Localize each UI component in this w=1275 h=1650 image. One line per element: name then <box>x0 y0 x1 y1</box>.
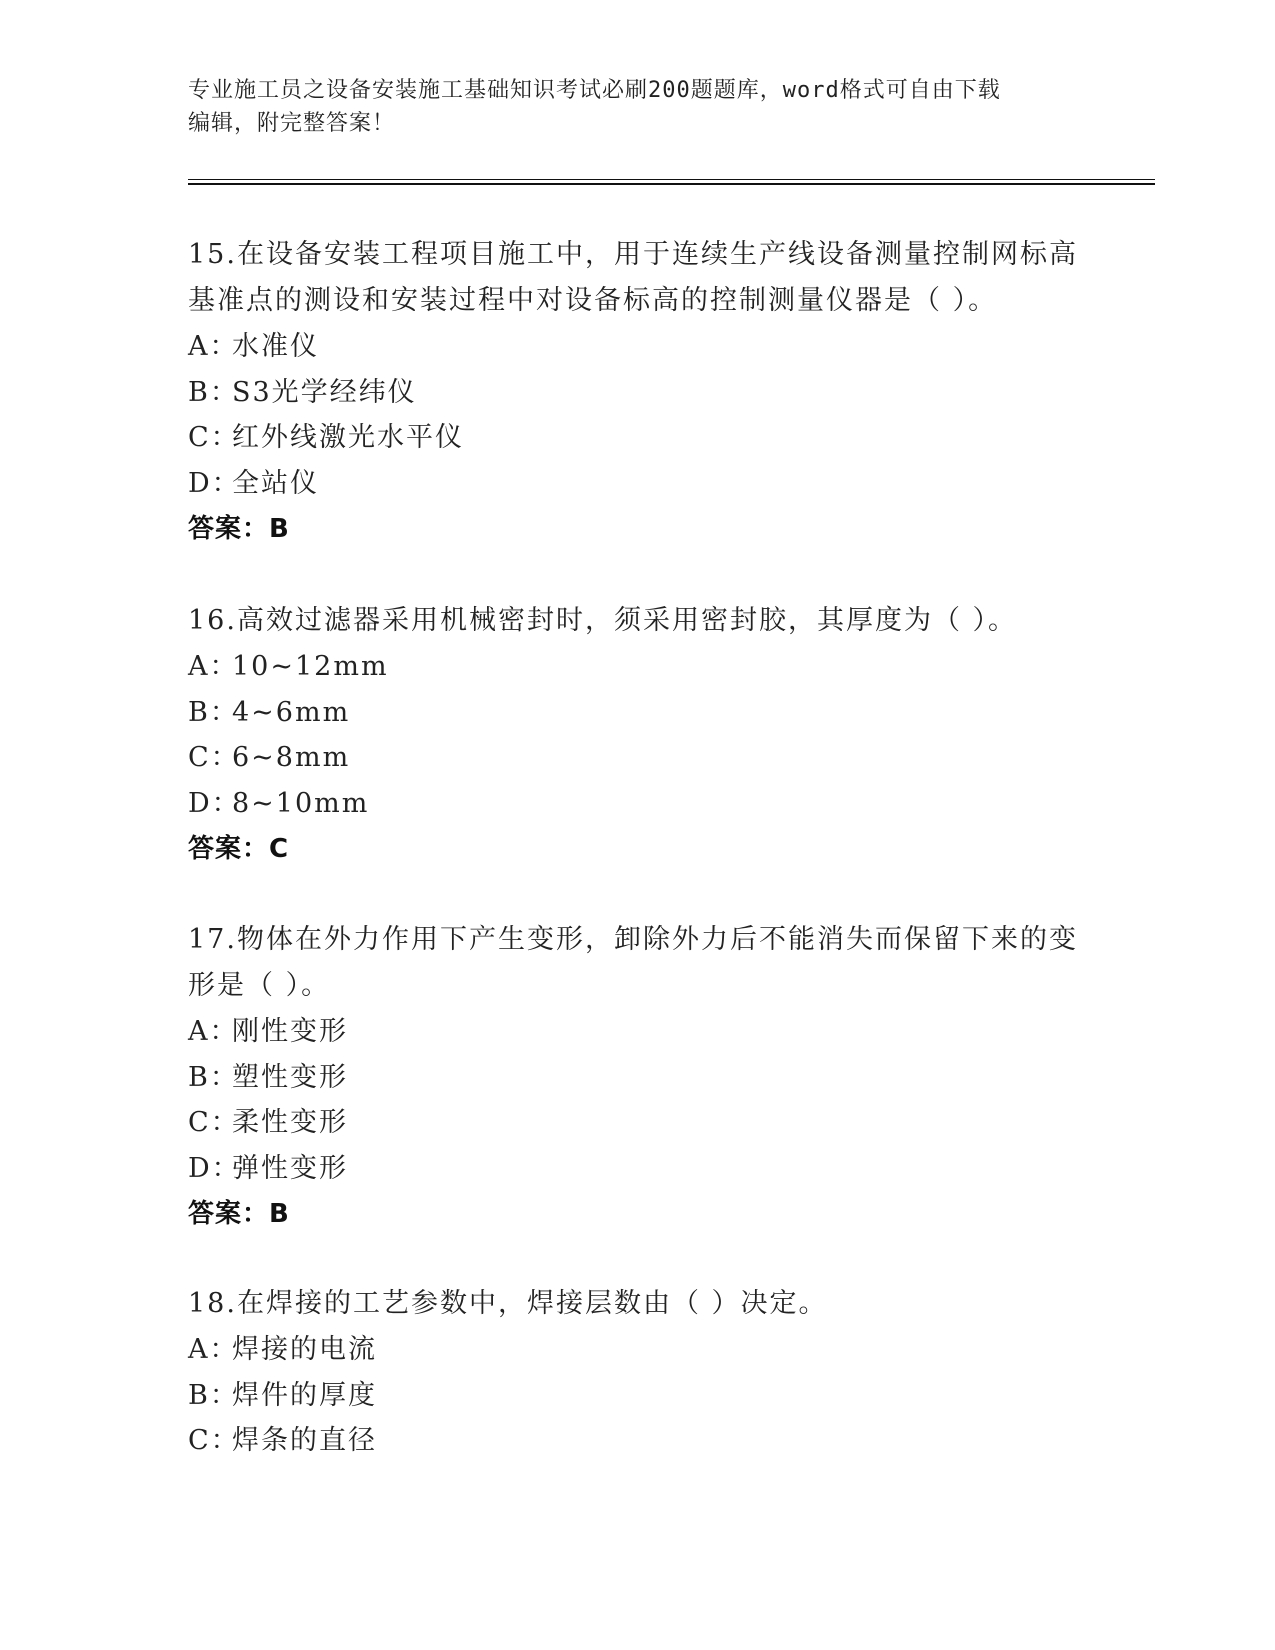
option-letter: A： <box>188 331 239 362</box>
option-text: 柔性变形 <box>232 1107 348 1138</box>
option-text: 焊条的直径 <box>232 1425 377 1456</box>
option-c <box>188 415 1088 461</box>
question-stem-line-1: 17.物体在外力作用下产生变形，卸除外力后不能消失而保留下来的变 <box>188 924 1078 955</box>
document-header <box>188 74 1088 140</box>
question-stem-line-2: 形是（ ）。 <box>188 970 331 1001</box>
question-stem-line-1: 18.在焊接的工艺参数中，焊接层数由（ ）决定。 <box>188 1288 828 1319</box>
option-letter: C： <box>188 1107 240 1138</box>
option-text: 6~8mm <box>232 742 351 773</box>
option-letter: C： <box>188 1425 240 1456</box>
option-text: 4~6mm <box>232 696 351 728</box>
option-text: 焊件的厚度 <box>232 1379 377 1411</box>
option-letter: D： <box>188 1152 241 1184</box>
option-text: S3光学经纬仪 <box>232 376 417 408</box>
option-letter: A： <box>188 1016 239 1047</box>
question-stem-line-2: 基准点的测设和安装过程中对设备标高的控制测量仪器是（ ）。 <box>188 285 998 316</box>
option-letter: B： <box>188 1061 239 1093</box>
option-b <box>188 370 1088 416</box>
option-c <box>188 1418 1088 1464</box>
option-letter: B： <box>188 1379 239 1411</box>
option-a <box>188 1327 1088 1373</box>
header-divider-thick <box>188 183 1155 185</box>
header-title-line-2: 编辑，附完整答案！ <box>188 111 396 136</box>
option-text: 塑性变形 <box>232 1061 348 1093</box>
option-text: 水准仪 <box>232 331 319 362</box>
option-letter: D： <box>188 787 241 819</box>
answer-label: 答案：C <box>188 834 290 864</box>
option-c <box>188 1100 1088 1146</box>
option-text: 弹性变形 <box>232 1152 348 1184</box>
option-a <box>188 644 1088 690</box>
option-letter: D： <box>188 467 241 499</box>
option-text: 10~12mm <box>232 651 389 682</box>
option-letter: A： <box>188 651 239 682</box>
option-a <box>188 1009 1088 1055</box>
option-letter: C： <box>188 742 240 773</box>
question-stem-line-1: 16.高效过滤器采用机械密封时，须采用密封胶，其厚度为（ ）。 <box>188 605 1018 636</box>
option-d <box>188 1146 1088 1192</box>
answer-label: 答案：B <box>188 514 290 544</box>
question-17 <box>188 917 1088 1237</box>
question-15 <box>188 232 1088 552</box>
option-letter: A： <box>188 1334 239 1365</box>
option-b <box>188 690 1088 736</box>
option-letter: B： <box>188 696 239 728</box>
option-text: 焊接的电流 <box>232 1334 377 1365</box>
option-b <box>188 1055 1088 1101</box>
option-b <box>188 1373 1088 1419</box>
question-stem-line-1: 15.在设备安装工程项目施工中，用于连续生产线设备测量控制网标高 <box>188 239 1078 270</box>
option-text: 8~10mm <box>232 787 370 819</box>
option-text: 刚性变形 <box>232 1016 348 1047</box>
option-c <box>188 735 1088 781</box>
option-text: 红外线激光水平仪 <box>232 422 464 453</box>
option-d <box>188 781 1088 827</box>
option-d <box>188 461 1088 507</box>
answer-label: 答案：B <box>188 1199 290 1229</box>
option-letter: C： <box>188 422 240 453</box>
option-letter: B： <box>188 376 239 408</box>
option-a <box>188 324 1088 370</box>
option-text: 全站仪 <box>232 467 319 499</box>
question-16 <box>188 598 1088 872</box>
header-title-line-1: 专业施工员之设备安装施工基础知识考试必刷200题题库，word格式可自由下载 <box>188 78 1001 103</box>
question-18 <box>188 1281 1088 1464</box>
header-divider-thin <box>188 179 1155 180</box>
